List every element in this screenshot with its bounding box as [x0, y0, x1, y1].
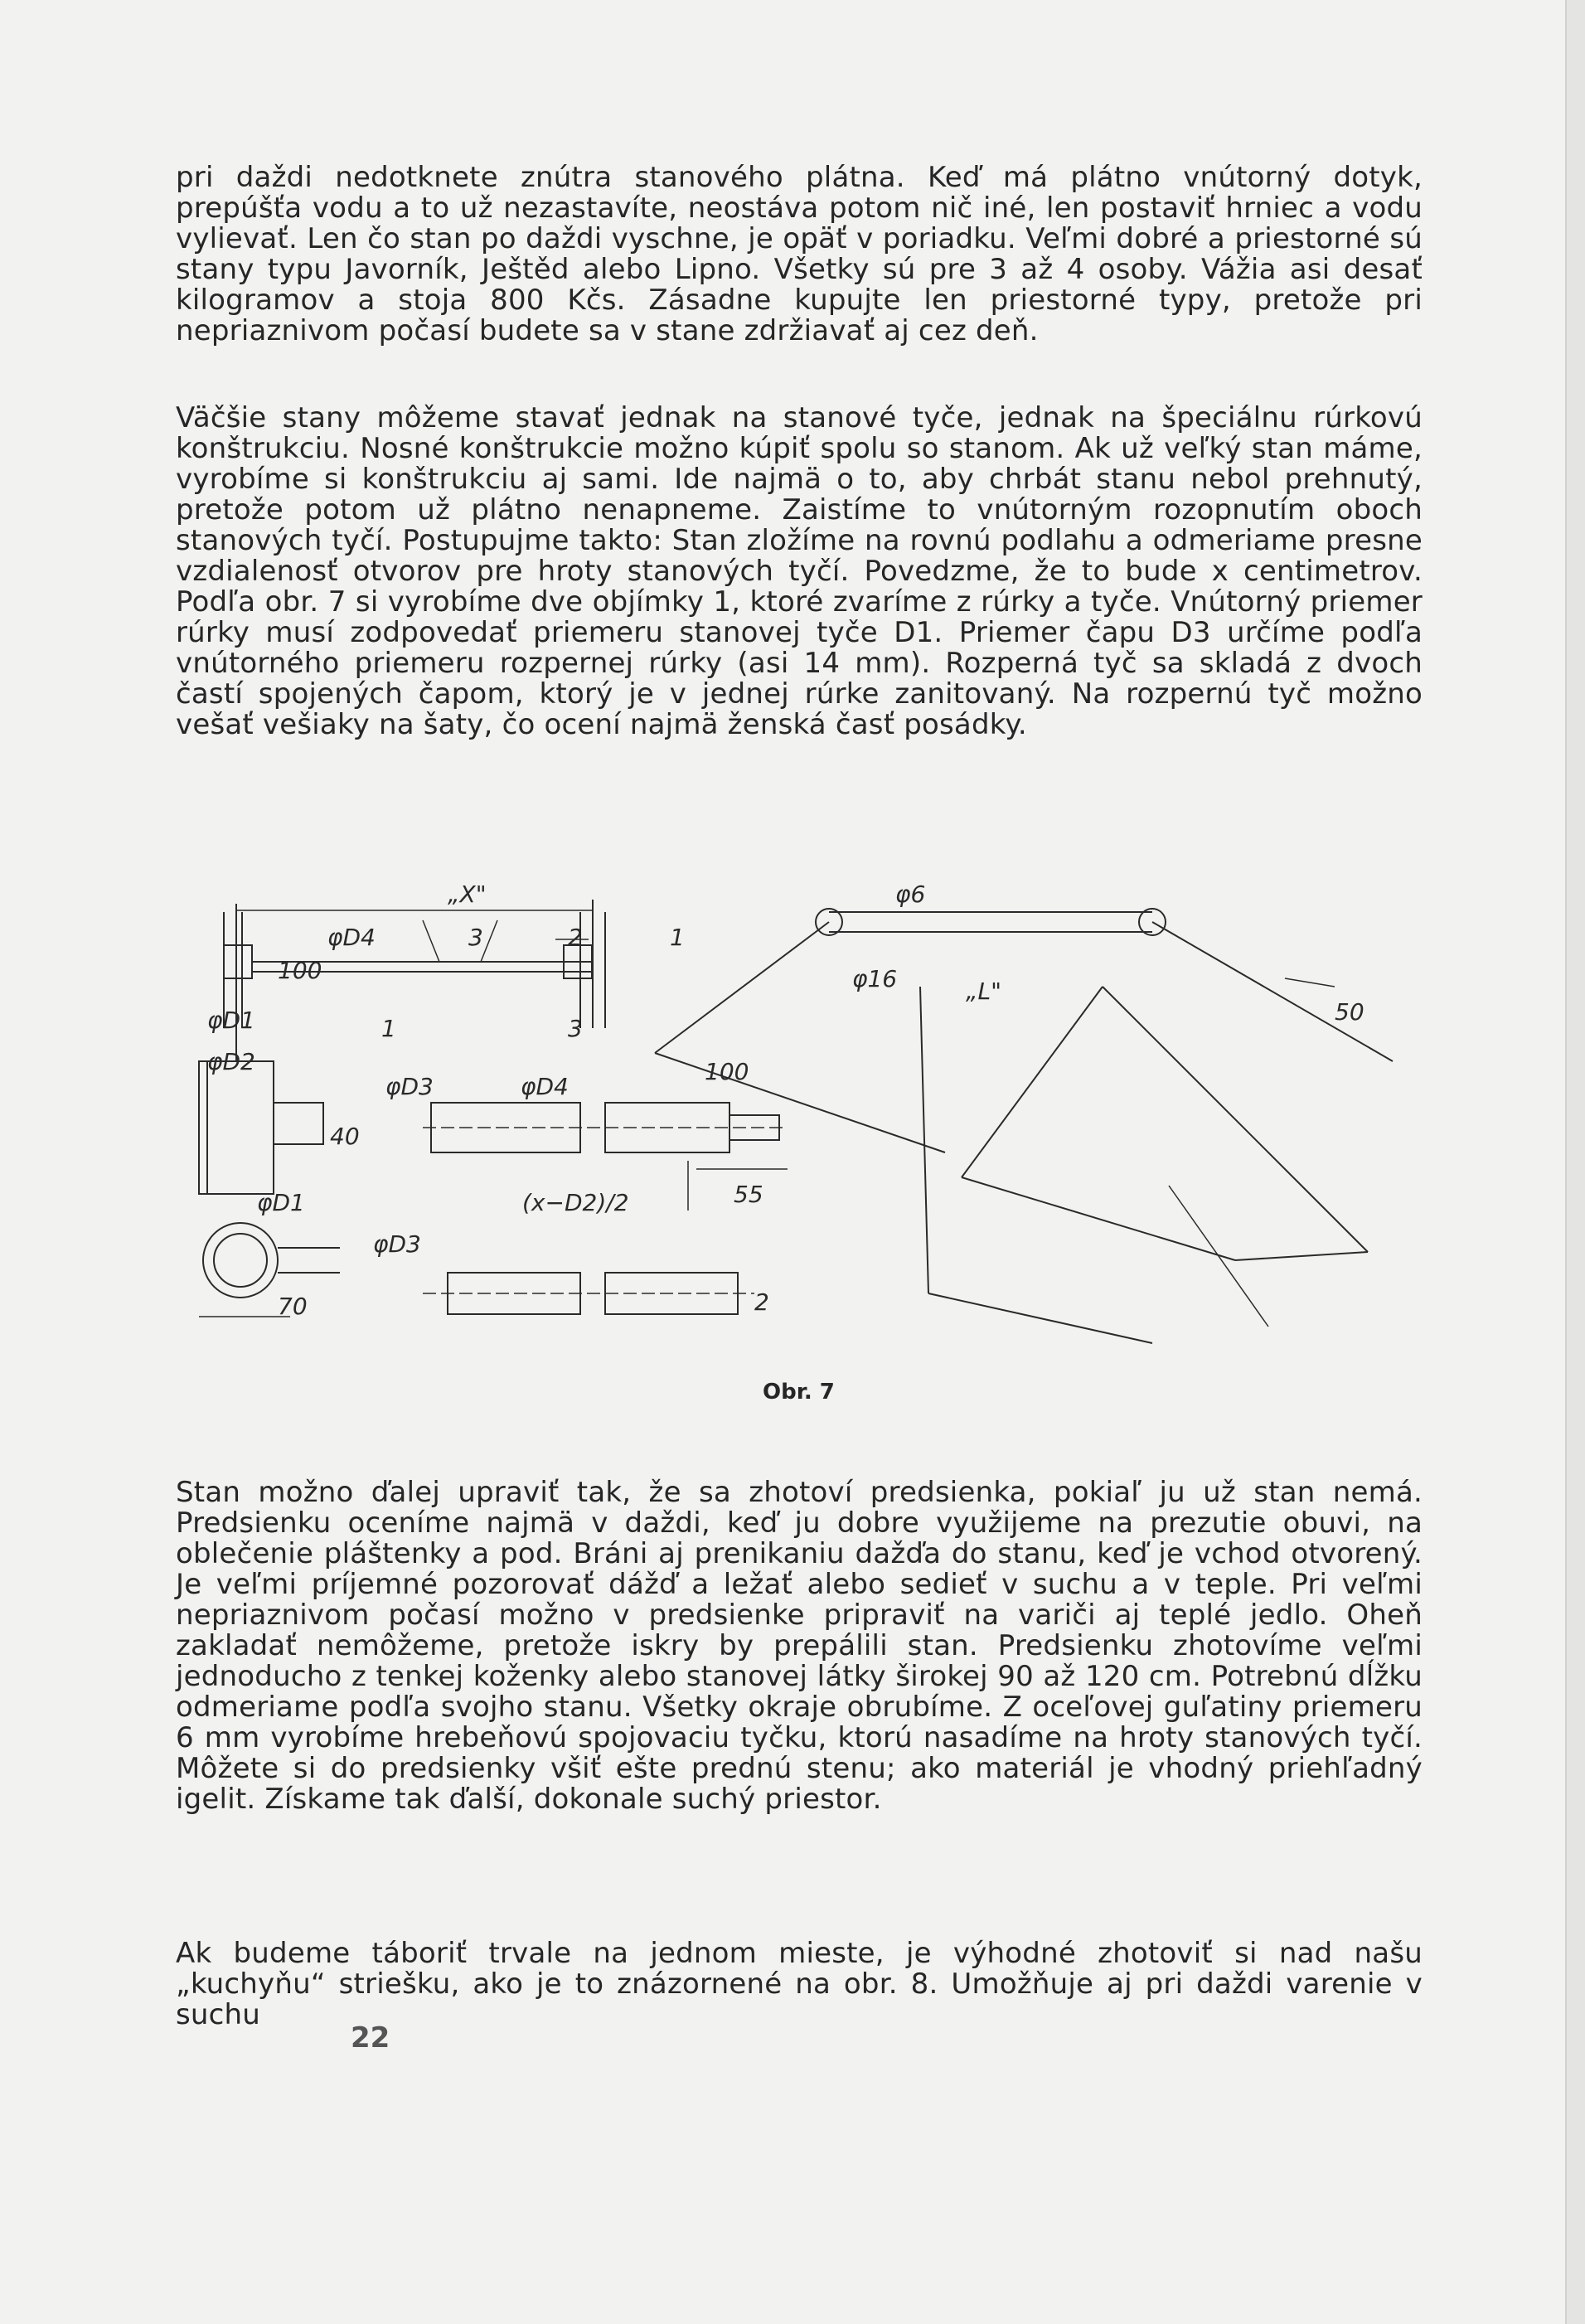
label-d4-b: φD4	[521, 1073, 569, 1100]
label-part-2-a: 2	[568, 924, 583, 951]
dimension-50: 50	[1335, 998, 1364, 1026]
dimension-40: 40	[330, 1123, 360, 1150]
paragraph-4: Ak budeme táboriť trvale na jednom mieste, je výhodné zhotoviť si nad našu „kuchyňu“ striešku, ako je to znázornené na obr. 8. Umožňuje aj pri daždi varenie v suchu	[176, 1937, 1423, 2031]
figure-7	[174, 862, 1418, 1401]
label-d6: φ6	[895, 881, 926, 908]
label-d2: φD2	[207, 1048, 255, 1075]
label-d4-a: φD4	[327, 924, 376, 951]
label-d1-b: φD1	[257, 1189, 305, 1216]
label-l: „L"	[966, 978, 1001, 1005]
figure-7-drawing	[174, 862, 1418, 1401]
dimension-100-b: 100	[705, 1058, 749, 1085]
dimension-x-minus-d2: (x−D2)/2	[522, 1189, 629, 1216]
tent-ridge	[1152, 922, 1393, 1061]
figure-caption: Obr. 7	[763, 1380, 835, 1405]
dimension-55: 55	[734, 1181, 763, 1208]
sleeve-left	[224, 945, 252, 978]
paragraph-2: Väčšie stany môžeme stavať jednak na stanové tyče, jednak na špeciálnu rúrkovú konštrukciu. Nosné konštrukcie možno kúpiť spolu so stanom. Ak už veľký stan máme, vyrobíme si konštrukciu aj sami. Ide najmä o to, aby chrbát stanu nebol prehnutý, pretože potom už plátno nenapneme. Zaistíme to vnútorným rozopnutím oboch stanových tyčí. Postupujme takto: Stan zložíme na rovnú podlahu a odmeriame presne vzdialenosť otvorov pre hroty stanových tyčí. Povedzme, že to bude x centimetrov. Podľa obr. 7 si vyrobíme dve objímky 1, ktoré zvaríme z rúrky a tyče. Vnútorný priemer rúrky musí zodpovedať priemeru stanovej tyče D1. Priemer čapu D3 určíme podľa vnútorného priemeru rozpernej rúrky (asi 14 mm). Rozperná tyč sa skladá z dvoch častí spojených čapom, ktorý je v jednej rúrke zanitovaný. Na rozpernú tyč možno vešať vešiaky na šaty, čo ocení najmä ženská časť posádky.	[176, 401, 1423, 741]
sleeve-detail	[199, 1061, 274, 1194]
label-part-1-b: 1	[670, 924, 685, 951]
label-d3-b: φD3	[373, 1230, 421, 1258]
label-x: „X"	[448, 881, 487, 908]
label-part-3-a: 3	[468, 924, 483, 951]
label-part-3-b: 3	[568, 1015, 583, 1042]
label-d3-a: φD3	[385, 1073, 434, 1100]
paragraph-3: Stan možno ďalej upraviť tak, že sa zhotoví predsienka, pokiaľ ju už stan nemá. Predsienku oceníme najmä v daždi, keď ju dobre využijeme na prezutie obuvi, na oblečenie pláštenky a pod. Bráni aj prenikaniu dažďa do stanu, keď je vchod otvorený. Je veľmi príjemné pozorovať dážď a ležať alebo sedieť v suchu a v teple. Pri veľmi nepriaznivom počasí možno v predsienke pripraviť na variči aj teplé jedlo. Oheň zakladať nemôžeme, pretože iskry by prepálili stan. Predsienku zhotovíme veľmi jednoducho z tenkej koženky alebo stanovej látky širokej 90 až 120 cm. Potrebnú dĺžku odmeriame podľa svojho stanu. Všetky okraje obrubíme. Z oceľovej guľatiny priemeru 6 mm vyrobíme hrebeňovú spojovaciu tyčku, ktorú nasadíme na hroty stanových tyčí. Môžete si do predsienky všiť ešte prednú stenu; ako materiál je vhodný priehľadný igelit. Získame tak ďalší, dokonale suchý priestor.	[176, 1476, 1423, 1816]
tent-pole-front	[920, 987, 928, 1293]
label-d1-a: φD1	[207, 1007, 255, 1034]
dimension-70: 70	[278, 1293, 308, 1320]
page-number: 22	[351, 2021, 390, 2055]
label-d16: φ16	[852, 965, 898, 992]
dimension-100-a: 100	[278, 957, 322, 984]
page-edge	[1565, 0, 1585, 2324]
label-part-2-b: 2	[754, 1288, 769, 1316]
paragraph-1: pri daždi nedotknete znútra stanového plátna. Keď má plátno vnútorný dotyk, prepúšťa vodu a to už nezastavíte, neostáva potom nič iné, len postaviť hrniec a vodu vylievať. Len čo stan po daždi vyschne, je opäť v poriadku. Veľmi dobré a priestorné sú stany typu Javorník, Ještěd alebo Lipno. Všetky sú pre 3 až 4 osoby. Vážia asi desať kilogramov a stoja 800 Kčs. Zásadne kupujte len priestorné typy, pretože pri nepriaznivom počasí budete sa v stane zdržiavať aj cez deň.	[176, 161, 1423, 347]
label-part-1-a: 1	[381, 1015, 396, 1042]
